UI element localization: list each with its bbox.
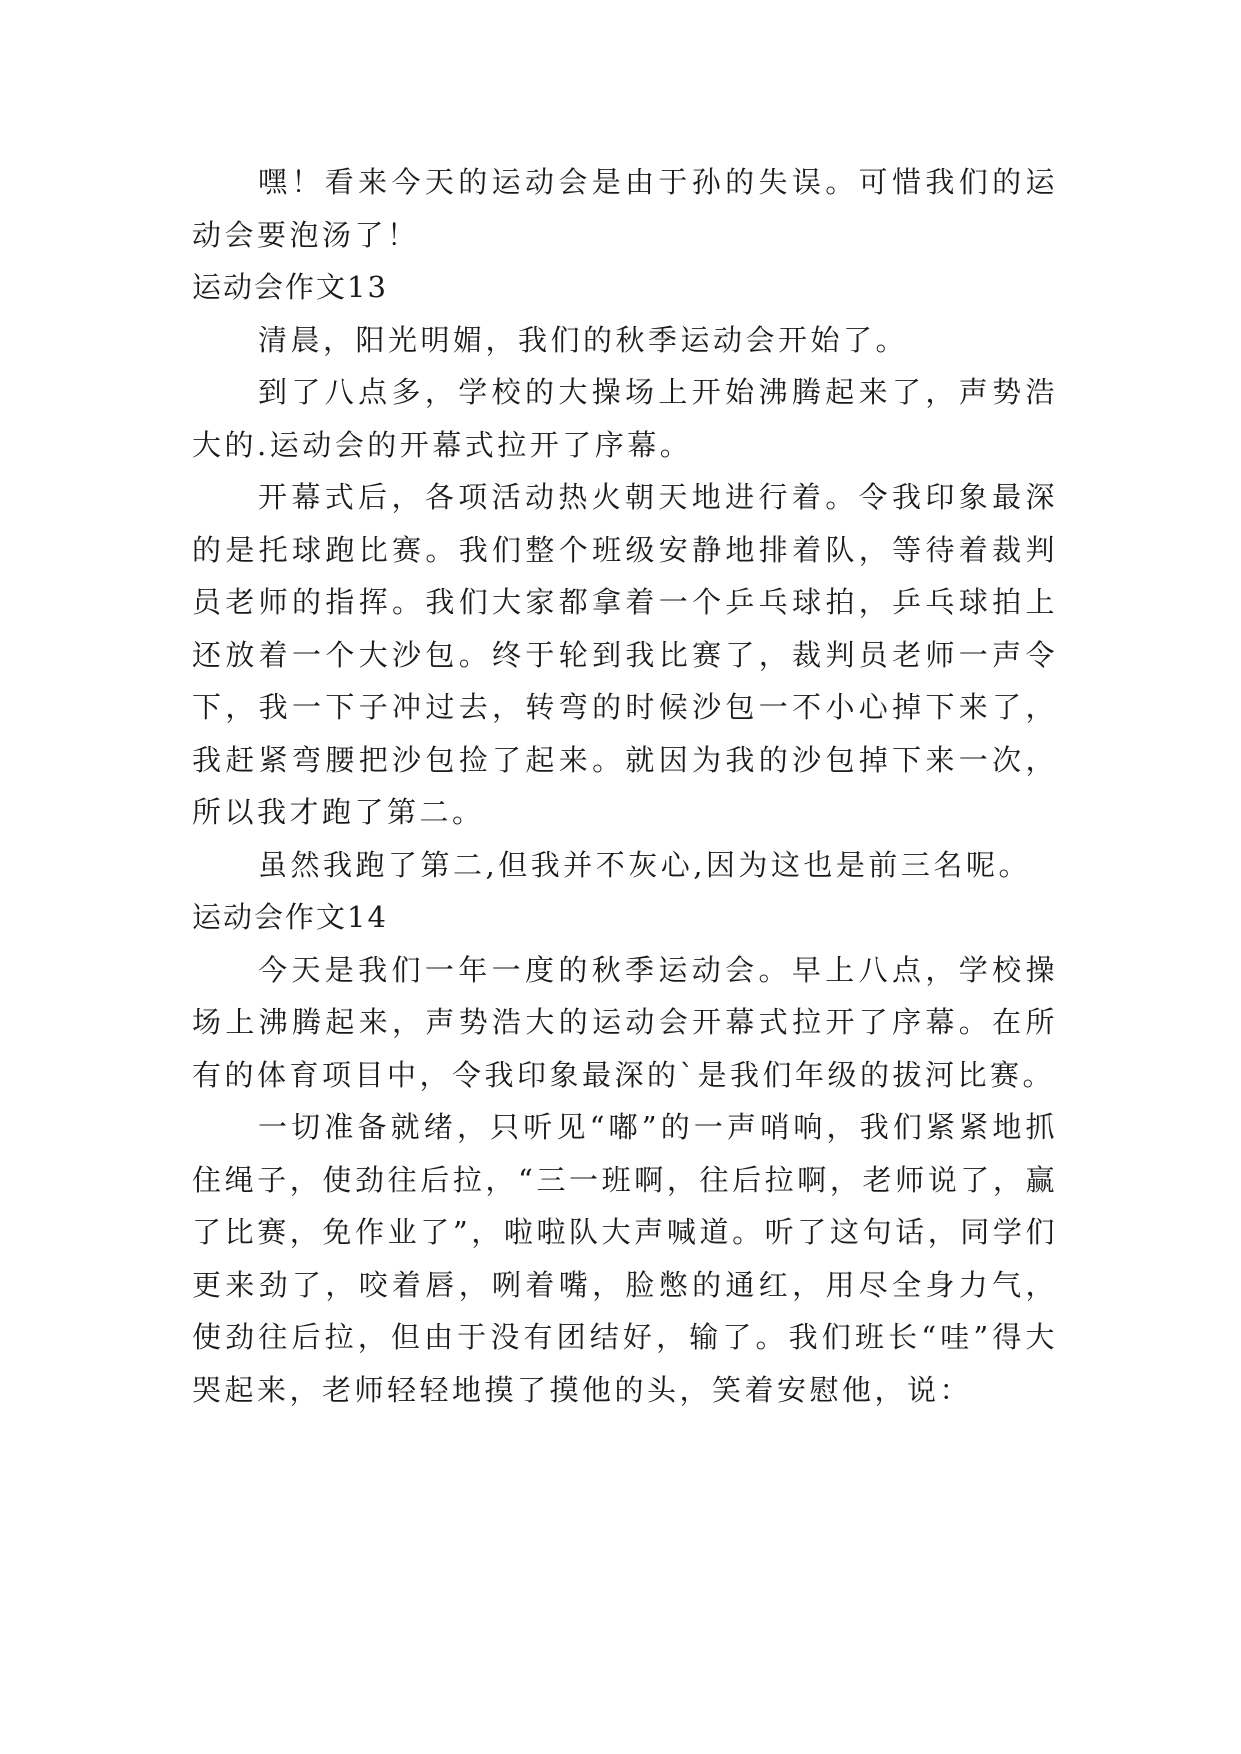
paragraph-ball-race: 开幕式后，各项活动热火朝天地进行着。令我印象最深的是托球跑比赛。我们整个班级安静地排着队，等待着裁判员老师的指挥。我们大家都拿着一个乒乓球拍，乒乓球拍上还放着一个大沙包。终于轮到我比赛了，裁判员老师一声令下，我一下子冲过去，转弯的时候沙包一不小心掉下来了，我赶紧弯腰把沙包捡了起来。就因为我的沙包掉下来一次，所以我才跑了第二。 bbox=[192, 480, 1058, 829]
document-page bbox=[192, 156, 1058, 1416]
paragraph-morning: 清晨，阳光明媚，我们的秋季运动会开始了。 bbox=[258, 322, 909, 357]
paragraph-second-place: 虽然我跑了第二,但我并不灰心,因为这也是前三名呢。 bbox=[258, 847, 1031, 882]
paragraph-ending-previous-essay: 嘿！看来今天的运动会是由于孙的失误。可惜我们的运动会要泡汤了！ bbox=[192, 165, 1058, 252]
essay-13-heading: 运动会作文13 bbox=[192, 270, 388, 304]
paragraph-opening-ceremony: 到了八点多，学校的大操场上开始沸腾起来了，声势浩大的.运动会的开幕式拉开了序幕。 bbox=[192, 375, 1058, 462]
essay-14-heading: 运动会作文14 bbox=[192, 900, 388, 934]
paragraph-sports-day-intro: 今天是我们一年一度的秋季运动会。早上八点，学校操场上沸腾起来，声势浩大的运动会开幕式拉开了序幕。在所有的体育项目中，令我印象最深的`是我们年级的拔河比赛。 bbox=[192, 952, 1058, 1092]
paragraph-tug-of-war: 一切准备就绪，只听见“嘟”的一声哨响，我们紧紧地抓住绳子，使劲往后拉，“三一班啊，往后拉啊，老师说了，赢了比赛，免作业了”，啦啦队大声喊道。听了这句话，同学们更来劲了，咬着唇，咧着嘴，脸憋的通红，用尽全身力气，使劲往后拉，但由于没有团结好，输了。我们班长“哇”得大哭起来，老师轻轻地摸了摸他的头，笑着安慰他，说： bbox=[192, 1110, 1058, 1407]
